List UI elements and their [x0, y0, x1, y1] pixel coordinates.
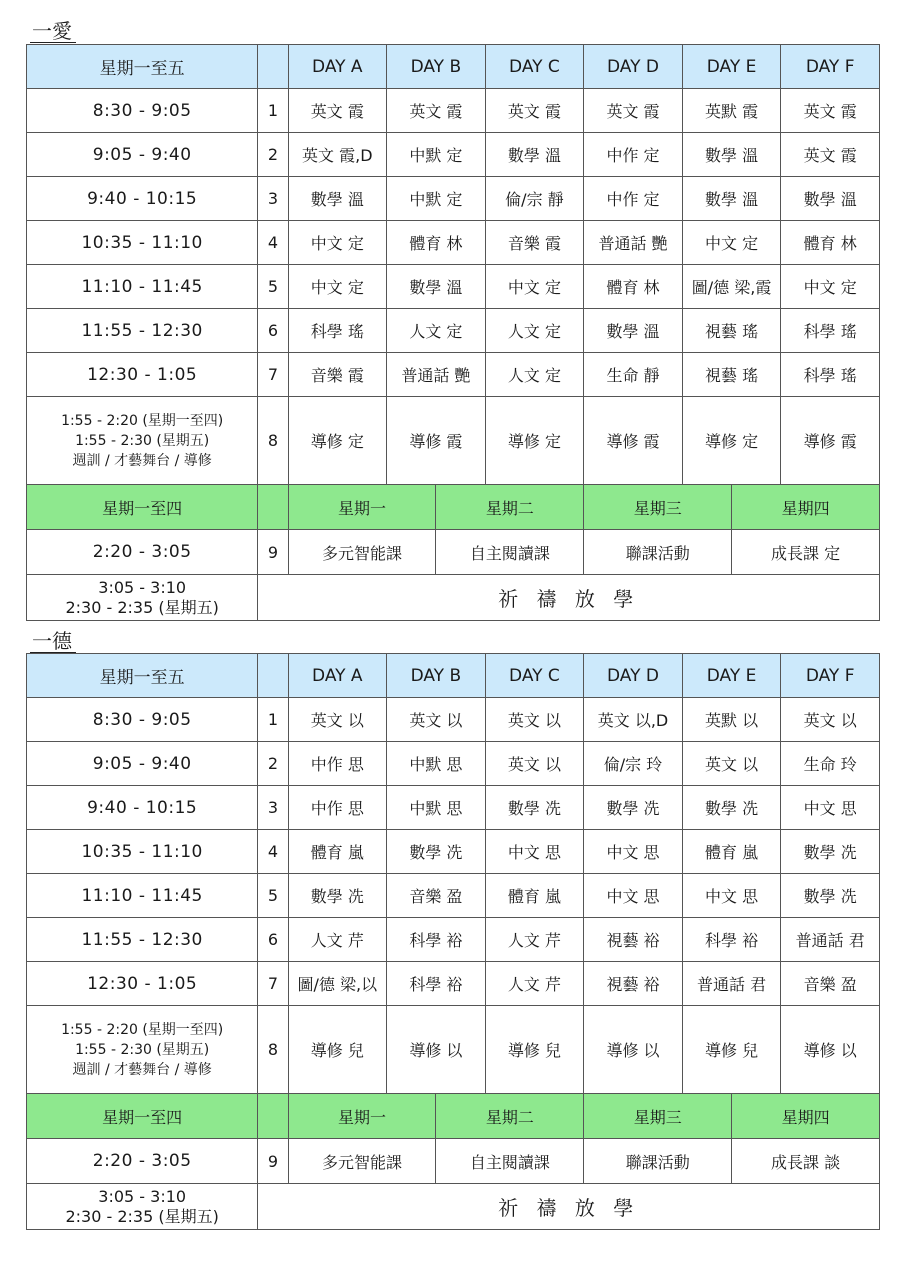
class-title: 一德	[30, 630, 76, 653]
period-label: 星期一至四	[27, 1094, 258, 1139]
time-slot: 10:35 - 11:10	[27, 830, 258, 874]
time-slot-line: 週訓 / 才藝舞台 / 導修	[72, 1061, 212, 1078]
time-slot	[27, 575, 258, 621]
lesson-cell: 數學 溫	[682, 133, 781, 177]
lesson-cell: 導修 兒	[288, 1006, 387, 1094]
lesson-cell: 人文 芹	[288, 918, 387, 962]
lesson-cell: 音樂 盈	[781, 962, 880, 1006]
lesson-cell: 導修 定	[682, 397, 781, 485]
timetable	[26, 44, 880, 621]
lesson-cell: 中文 定	[485, 265, 584, 309]
activity-cell: 成長課 定	[731, 530, 879, 574]
lesson-cell: 導修 以	[584, 1006, 683, 1094]
period-number: 5	[258, 874, 288, 918]
time-slot: 12:30 - 1:05	[27, 353, 258, 397]
lesson-row	[27, 874, 880, 918]
lesson-cell: 科學 裕	[387, 962, 486, 1006]
lesson-cell: 英文 霞	[485, 89, 584, 133]
time-slot: 12:30 - 1:05	[27, 962, 258, 1006]
lesson-cell: 導修 兒	[682, 1006, 781, 1094]
lesson-row	[27, 918, 880, 962]
day-header: DAY B	[387, 45, 486, 89]
period-number: 2	[258, 133, 288, 177]
time-slot: 8:30 - 9:05	[27, 89, 258, 133]
lesson-cell: 導修 霞	[387, 397, 486, 485]
weekday-header-row	[27, 1094, 880, 1139]
dismissal-row	[27, 1184, 880, 1230]
lesson-cell: 中文 定	[781, 265, 880, 309]
lesson-cell: 科學 瑤	[781, 353, 880, 397]
period-number: 8	[258, 1006, 288, 1094]
period-number: 9	[258, 1139, 288, 1184]
lesson-cell: 數學 溫	[682, 177, 781, 221]
header-row	[27, 45, 880, 89]
time-slot: 8:30 - 9:05	[27, 698, 258, 742]
lesson-cell: 英文 霞,D	[288, 133, 387, 177]
lesson-cell: 生命 玲	[781, 742, 880, 786]
lesson-cell: 體育 嵐	[288, 830, 387, 874]
lesson-cell: 數學 冼	[387, 830, 486, 874]
lesson-cell: 圖/德 梁,霞	[682, 265, 781, 309]
time-slot: 9:40 - 10:15	[27, 177, 258, 221]
time-slot-line: 週訓 / 才藝舞台 / 導修	[72, 452, 212, 469]
activity-group	[288, 1139, 879, 1184]
period-number-header	[258, 1094, 288, 1139]
time-slot-line: 1:55 - 2:30 (星期五)	[75, 432, 210, 449]
lesson-cell: 導修 兒	[485, 1006, 584, 1094]
lesson-row	[27, 265, 880, 309]
lesson-cell: 數學 冼	[584, 786, 683, 830]
lesson-row	[27, 1006, 880, 1094]
time-slot	[27, 1184, 258, 1230]
lesson-row	[27, 133, 880, 177]
lesson-cell: 體育 嵐	[485, 874, 584, 918]
lesson-cell: 科學 瑤	[781, 309, 880, 353]
weekday-header: 星期四	[731, 1094, 879, 1138]
lesson-cell: 普通話 君	[781, 918, 880, 962]
lesson-cell: 英默 霞	[682, 89, 781, 133]
time-slot: 2:20 - 3:05	[27, 530, 258, 575]
dismissal-text: 祈 禱 放 學	[258, 1184, 880, 1230]
lesson-cell: 導修 定	[485, 397, 584, 485]
lesson-cell: 數學 冼	[485, 786, 584, 830]
period-number: 1	[258, 89, 288, 133]
period-number: 5	[258, 265, 288, 309]
lesson-cell: 英文 以	[288, 698, 387, 742]
lesson-cell: 中默 定	[387, 177, 486, 221]
lesson-cell: 英默 以	[682, 698, 781, 742]
activity-cell: 自主閱讀課	[435, 1139, 583, 1183]
lesson-cell: 人文 定	[485, 353, 584, 397]
lesson-cell: 數學 溫	[387, 265, 486, 309]
lesson-cell: 英文 以	[485, 698, 584, 742]
day-header: DAY F	[781, 45, 880, 89]
lesson-cell: 英文 以	[781, 698, 880, 742]
day-header: DAY C	[485, 45, 584, 89]
lesson-cell: 普通話 艷	[584, 221, 683, 265]
lesson-cell: 英文 以	[387, 698, 486, 742]
lesson-cell: 英文 霞	[288, 89, 387, 133]
time-slot-line: 1:55 - 2:20 (星期一至四)	[61, 412, 224, 429]
lesson-row	[27, 177, 880, 221]
day-header: DAY F	[781, 654, 880, 698]
lesson-cell: 音樂 霞	[288, 353, 387, 397]
time-slot: 11:10 - 11:45	[27, 265, 258, 309]
lesson-cell: 中默 思	[387, 742, 486, 786]
activity-cell: 多元智能課	[321, 543, 402, 563]
period-number: 3	[258, 786, 288, 830]
lesson-row	[27, 742, 880, 786]
lesson-cell: 中文 思	[682, 874, 781, 918]
lesson-cell: 英文 以	[485, 742, 584, 786]
lesson-cell: 導修 以	[387, 1006, 486, 1094]
period-number: 2	[258, 742, 288, 786]
weekday-header: 星期一	[337, 1107, 386, 1127]
weekday-header: 星期三	[583, 485, 731, 529]
lesson-cell: 導修 霞	[584, 397, 683, 485]
lesson-cell: 中作 思	[288, 786, 387, 830]
activity-row	[27, 530, 880, 575]
lesson-cell: 音樂 盈	[387, 874, 486, 918]
period-label: 星期一至四	[27, 485, 258, 530]
lesson-cell: 導修 霞	[781, 397, 880, 485]
lesson-cell: 英文 霞	[781, 133, 880, 177]
period-number: 6	[258, 918, 288, 962]
lesson-row	[27, 221, 880, 265]
lesson-cell: 中文 定	[682, 221, 781, 265]
period-number: 3	[258, 177, 288, 221]
lesson-cell: 視藝 裕	[584, 962, 683, 1006]
lesson-cell: 數學 溫	[485, 133, 584, 177]
lesson-row	[27, 309, 880, 353]
time-slot: 9:05 - 9:40	[27, 133, 258, 177]
time-slot	[27, 1006, 258, 1094]
lesson-cell: 中作 定	[584, 177, 683, 221]
day-header: DAY D	[584, 654, 683, 698]
lesson-cell: 中作 定	[584, 133, 683, 177]
period-number: 1	[258, 698, 288, 742]
lesson-row	[27, 698, 880, 742]
time-slot: 11:55 - 12:30	[27, 309, 258, 353]
period-number: 7	[258, 962, 288, 1006]
lesson-cell: 中文 思	[584, 830, 683, 874]
period-number: 9	[258, 530, 288, 575]
time-slot-line: 2:30 - 2:35 (星期五)	[65, 597, 219, 617]
lesson-cell: 倫/宗 玲	[584, 742, 683, 786]
day-header: DAY E	[682, 45, 781, 89]
lesson-cell: 普通話 君	[682, 962, 781, 1006]
day-header: DAY A	[288, 654, 387, 698]
lesson-cell: 人文 定	[485, 309, 584, 353]
timetable	[26, 653, 880, 1230]
lesson-cell: 體育 林	[387, 221, 486, 265]
lesson-cell: 普通話 艷	[387, 353, 486, 397]
lesson-row	[27, 89, 880, 133]
lesson-cell: 英文 霞	[387, 89, 486, 133]
header-row	[27, 654, 880, 698]
lesson-cell: 倫/宗 靜	[485, 177, 584, 221]
lesson-cell: 中默 思	[387, 786, 486, 830]
day-header: DAY C	[485, 654, 584, 698]
lesson-cell: 導修 以	[781, 1006, 880, 1094]
dismissal-row	[27, 575, 880, 621]
weekday-header-group	[288, 485, 879, 530]
weekday-header: 星期二	[435, 485, 583, 529]
weekday-header: 星期三	[583, 1094, 731, 1138]
lesson-row	[27, 353, 880, 397]
time-slot-line: 3:05 - 3:10	[98, 577, 187, 597]
time-slot: 9:40 - 10:15	[27, 786, 258, 830]
weekday-header: 星期二	[435, 1094, 583, 1138]
day-header: DAY B	[387, 654, 486, 698]
period-label: 星期一至五	[27, 654, 258, 698]
lesson-row	[27, 397, 880, 485]
lesson-cell: 科學 裕	[387, 918, 486, 962]
lesson-cell: 人文 芹	[485, 962, 584, 1006]
lesson-row	[27, 830, 880, 874]
time-slot	[27, 397, 258, 485]
lesson-row	[27, 786, 880, 830]
period-number: 8	[258, 397, 288, 485]
day-header: DAY A	[288, 45, 387, 89]
activity-cell: 聯課活動	[583, 1139, 731, 1183]
lesson-cell: 音樂 霞	[485, 221, 584, 265]
dismissal-text: 祈 禱 放 學	[258, 575, 880, 621]
time-slot-line: 2:30 - 2:35 (星期五)	[65, 1206, 219, 1226]
activity-group	[288, 530, 879, 575]
lesson-cell: 數學 溫	[781, 177, 880, 221]
lesson-cell: 視藝 裕	[584, 918, 683, 962]
lesson-cell: 英文 以	[682, 742, 781, 786]
activity-cell: 聯課活動	[583, 530, 731, 574]
lesson-cell: 導修 定	[288, 397, 387, 485]
lesson-cell: 數學 冼	[781, 830, 880, 874]
period-number: 7	[258, 353, 288, 397]
lesson-cell: 中文 定	[288, 221, 387, 265]
lesson-cell: 數學 溫	[288, 177, 387, 221]
lesson-cell: 數學 冼	[288, 874, 387, 918]
weekday-header: 星期一	[337, 498, 386, 518]
lesson-cell: 生命 靜	[584, 353, 683, 397]
lesson-cell: 數學 溫	[584, 309, 683, 353]
time-slot: 11:10 - 11:45	[27, 874, 258, 918]
lesson-cell: 視藝 瑤	[682, 309, 781, 353]
time-slot: 2:20 - 3:05	[27, 1139, 258, 1184]
lesson-cell: 中文 思	[584, 874, 683, 918]
period-number: 6	[258, 309, 288, 353]
lesson-cell: 體育 林	[584, 265, 683, 309]
lesson-cell: 中文 思	[781, 786, 880, 830]
weekday-header-row	[27, 485, 880, 530]
class-title: 一愛	[30, 20, 76, 43]
lesson-cell: 英文 以,D	[584, 698, 683, 742]
activity-row	[27, 1139, 880, 1184]
activity-cell: 成長課 談	[731, 1139, 879, 1183]
time-slot: 9:05 - 9:40	[27, 742, 258, 786]
lesson-cell: 人文 定	[387, 309, 486, 353]
lesson-cell: 人文 芹	[485, 918, 584, 962]
lesson-row	[27, 962, 880, 1006]
period-number-header	[258, 485, 288, 530]
lesson-cell: 英文 霞	[584, 89, 683, 133]
lesson-cell: 科學 瑤	[288, 309, 387, 353]
time-slot: 10:35 - 11:10	[27, 221, 258, 265]
period-label: 星期一至五	[27, 45, 258, 89]
time-slot-line: 1:55 - 2:20 (星期一至四)	[61, 1021, 224, 1038]
lesson-cell: 圖/德 梁,以	[288, 962, 387, 1006]
day-header: DAY E	[682, 654, 781, 698]
lesson-cell: 數學 冼	[682, 786, 781, 830]
lesson-cell: 英文 霞	[781, 89, 880, 133]
period-number-header	[258, 654, 288, 698]
time-slot-line: 3:05 - 3:10	[98, 1186, 187, 1206]
activity-cell: 自主閱讀課	[435, 530, 583, 574]
lesson-cell: 科學 裕	[682, 918, 781, 962]
period-number: 4	[258, 221, 288, 265]
activity-cell: 多元智能課	[321, 1152, 402, 1172]
day-header: DAY D	[584, 45, 683, 89]
lesson-cell: 體育 林	[781, 221, 880, 265]
lesson-cell: 視藝 瑤	[682, 353, 781, 397]
lesson-cell: 中文 思	[485, 830, 584, 874]
lesson-cell: 數學 冼	[781, 874, 880, 918]
weekday-header-group	[288, 1094, 879, 1139]
lesson-cell: 體育 嵐	[682, 830, 781, 874]
lesson-cell: 中默 定	[387, 133, 486, 177]
lesson-cell: 中文 定	[288, 265, 387, 309]
period-number: 4	[258, 830, 288, 874]
lesson-cell: 中作 思	[288, 742, 387, 786]
time-slot-line: 1:55 - 2:30 (星期五)	[75, 1041, 210, 1058]
weekday-header: 星期四	[731, 485, 879, 529]
period-number-header	[258, 45, 288, 89]
time-slot: 11:55 - 12:30	[27, 918, 258, 962]
